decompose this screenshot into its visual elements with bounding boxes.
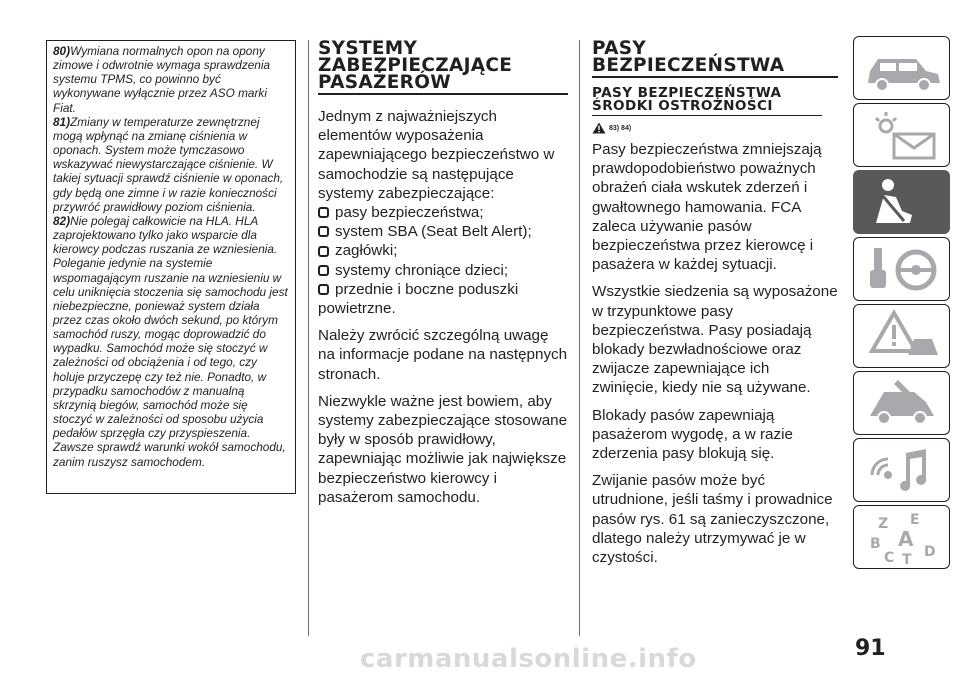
svg-text:E: E xyxy=(910,512,920,528)
middle-body xyxy=(318,107,568,507)
tab-safety[interactable] xyxy=(853,170,950,234)
warning-81: 81)Zmiany w temperaturze zewnętrznej mogą wpłynąć na zmianę ciśnienia w oponach. System może tymczasowo wskazywać niewystarczające ciśnienie. W takiej sytuacji sprawdź ciśnienie w oponach, gdy będą one zimne i w razie konieczności przywróć prawidłowy poziom ciśnienia. xyxy=(53,114,284,214)
column-divider-1 xyxy=(308,40,309,636)
section-heading-seatbelts: PASY BEZPIECZEŃSTWA xyxy=(592,38,785,76)
tab-service[interactable] xyxy=(853,371,950,435)
paragraph-2: Wszystkie siedzenia są wyposażone w trzypunktowe pasy bezpieczeństwa. Pasy posiadają blokady bezwładnościowe oraz zwijacze zapewniające ich zwinięcie, kiedy nie są używane. xyxy=(592,283,838,397)
paragraph-4: Zwijanie pasów może być utrudnione, jeśli taśmy i prowadnice pasów rys. 61 są zanieczyszczone, dlatego należy utrzymywać je w czystości. xyxy=(592,472,833,567)
svg-text:A: A xyxy=(898,527,914,551)
bullet-item: system SBA (Seat Belt Alert); xyxy=(318,222,568,241)
subheading-precautions: PASY BEZPIECZEŃSTWA ŚRODKI OSTROŻNOŚCI xyxy=(592,85,782,114)
column-divider-2 xyxy=(579,40,580,636)
paragraph-3: Blokady pasów zapewniają pasażerom wygodę, a w razie zderzenia pasy blokują się. xyxy=(592,406,793,463)
right-column xyxy=(592,40,838,575)
warning-references: 83) 84) xyxy=(592,122,838,134)
multimedia-icon xyxy=(854,439,951,503)
index-letters-icon xyxy=(854,506,951,570)
bullet-item: przednie i boczne poduszki xyxy=(318,280,568,299)
tab-warning-lights[interactable] xyxy=(853,103,950,167)
section-heading-systems: SYSTEMY ZABEZPIECZAJĄCE PASAŻERÓW xyxy=(318,38,513,93)
checkbox-bullet-icon xyxy=(318,207,329,218)
checkbox-bullet-icon xyxy=(318,284,329,295)
bullet-tail: powietrzne. xyxy=(318,300,396,318)
road-warning-icon xyxy=(854,305,951,369)
paragraph-1: Pasy bezpieczeństwa zmniejszają prawdopodobieństwo poważnych obrażeń ciała wskutek zderzeń i gwałtownego hamowania. FCA zaleca używanie pasów bezpieczeństwa przez kierowcę i pasażera w każdej sytuacji. xyxy=(592,141,822,274)
checkbox-bullet-icon xyxy=(318,246,329,257)
bullet-item: systemy chroniące dzieci; xyxy=(318,261,568,280)
tab-key-steering[interactable] xyxy=(853,237,950,301)
warning-82: 82)Nie polegaj całkowicie na HLA. HLA zaprojektowano tylko jako wsparcie dla kierowcy podczas ruszania ze wzniesienia. Poleganie jedynie na systemie wspomagającym ruszanie na wzniesieniu w celu uniknięcia stoczenia się samochodu jest niebezpieczne, ponieważ system działa przez czas około dwóch sekund, po którym samochód ruszy, mogąc doprowadzić do wypadku. Samochód może się stoczyć w zależności od obciążenia i od tego, czy holuje przyczepę czy też nie. Ponadto, w przypadku samochodów z manualną skrzynią biegów, samochód może się stoczyć w zależności od sposobu użycia pedałów sprzęgła czy przyspieszenia. Zawsze sprawdź warunki wokół samochodu, zanim ruszysz samochodem. xyxy=(53,213,288,469)
airbag-seatbelt-icon xyxy=(854,171,951,235)
paragraph-2: Należy zwrócić szczególną uwagę na informacje podane na następnych stronach. xyxy=(318,327,568,383)
tab-car[interactable] xyxy=(853,36,950,100)
subheading-rule xyxy=(592,115,822,116)
warning-lights-icon xyxy=(854,104,951,168)
service-wrench-icon xyxy=(854,372,951,436)
svg-text:D: D xyxy=(924,544,936,560)
bullet-item: pasy bezpieczeństwa; xyxy=(318,203,568,222)
heading-rule xyxy=(318,93,568,95)
svg-text:B: B xyxy=(870,536,881,552)
car-icon xyxy=(854,37,951,101)
heading-rule xyxy=(592,76,838,78)
paragraph-3: Niezwykle ważne jest bowiem, aby systemy zabezpieczające stosowane były w sposób prawidłowy, zapewniając możliwie jak największe bezpieczeństwo kierowcy i pasażerom samochodu. xyxy=(318,392,568,506)
checkbox-bullet-icon xyxy=(318,265,329,276)
key-steering-wheel-icon xyxy=(854,238,951,302)
tab-road-warning[interactable] xyxy=(853,304,950,368)
right-body xyxy=(592,140,838,567)
warnings-box xyxy=(46,40,296,494)
svg-text:Z: Z xyxy=(878,516,889,532)
tab-multimedia[interactable] xyxy=(853,438,950,502)
svg-text:T: T xyxy=(902,552,912,568)
page-number: 91 xyxy=(855,636,886,661)
warning-triangle-icon xyxy=(592,122,606,134)
bullet-item: zagłówki; xyxy=(318,241,568,260)
svg-text:C: C xyxy=(884,550,895,566)
checkbox-bullet-icon xyxy=(318,226,329,237)
tab-index[interactable] xyxy=(853,505,950,569)
intro-paragraph: Jednym z najważniejszych elementów wyposażenia zapewniającego bezpieczeństwo w samochodzie są następujące systemy zabezpieczające: xyxy=(318,108,555,202)
warning-80: 80)Wymiana normalnych opon na opony zimowe i odwrotnie wymaga sprawdzenia systemu TPMS, co powinno być wykonywane wyłącznie przez ASO marki Fiat. xyxy=(53,44,271,115)
middle-column xyxy=(318,40,568,515)
watermark: carmanualsonline.info xyxy=(360,644,697,674)
